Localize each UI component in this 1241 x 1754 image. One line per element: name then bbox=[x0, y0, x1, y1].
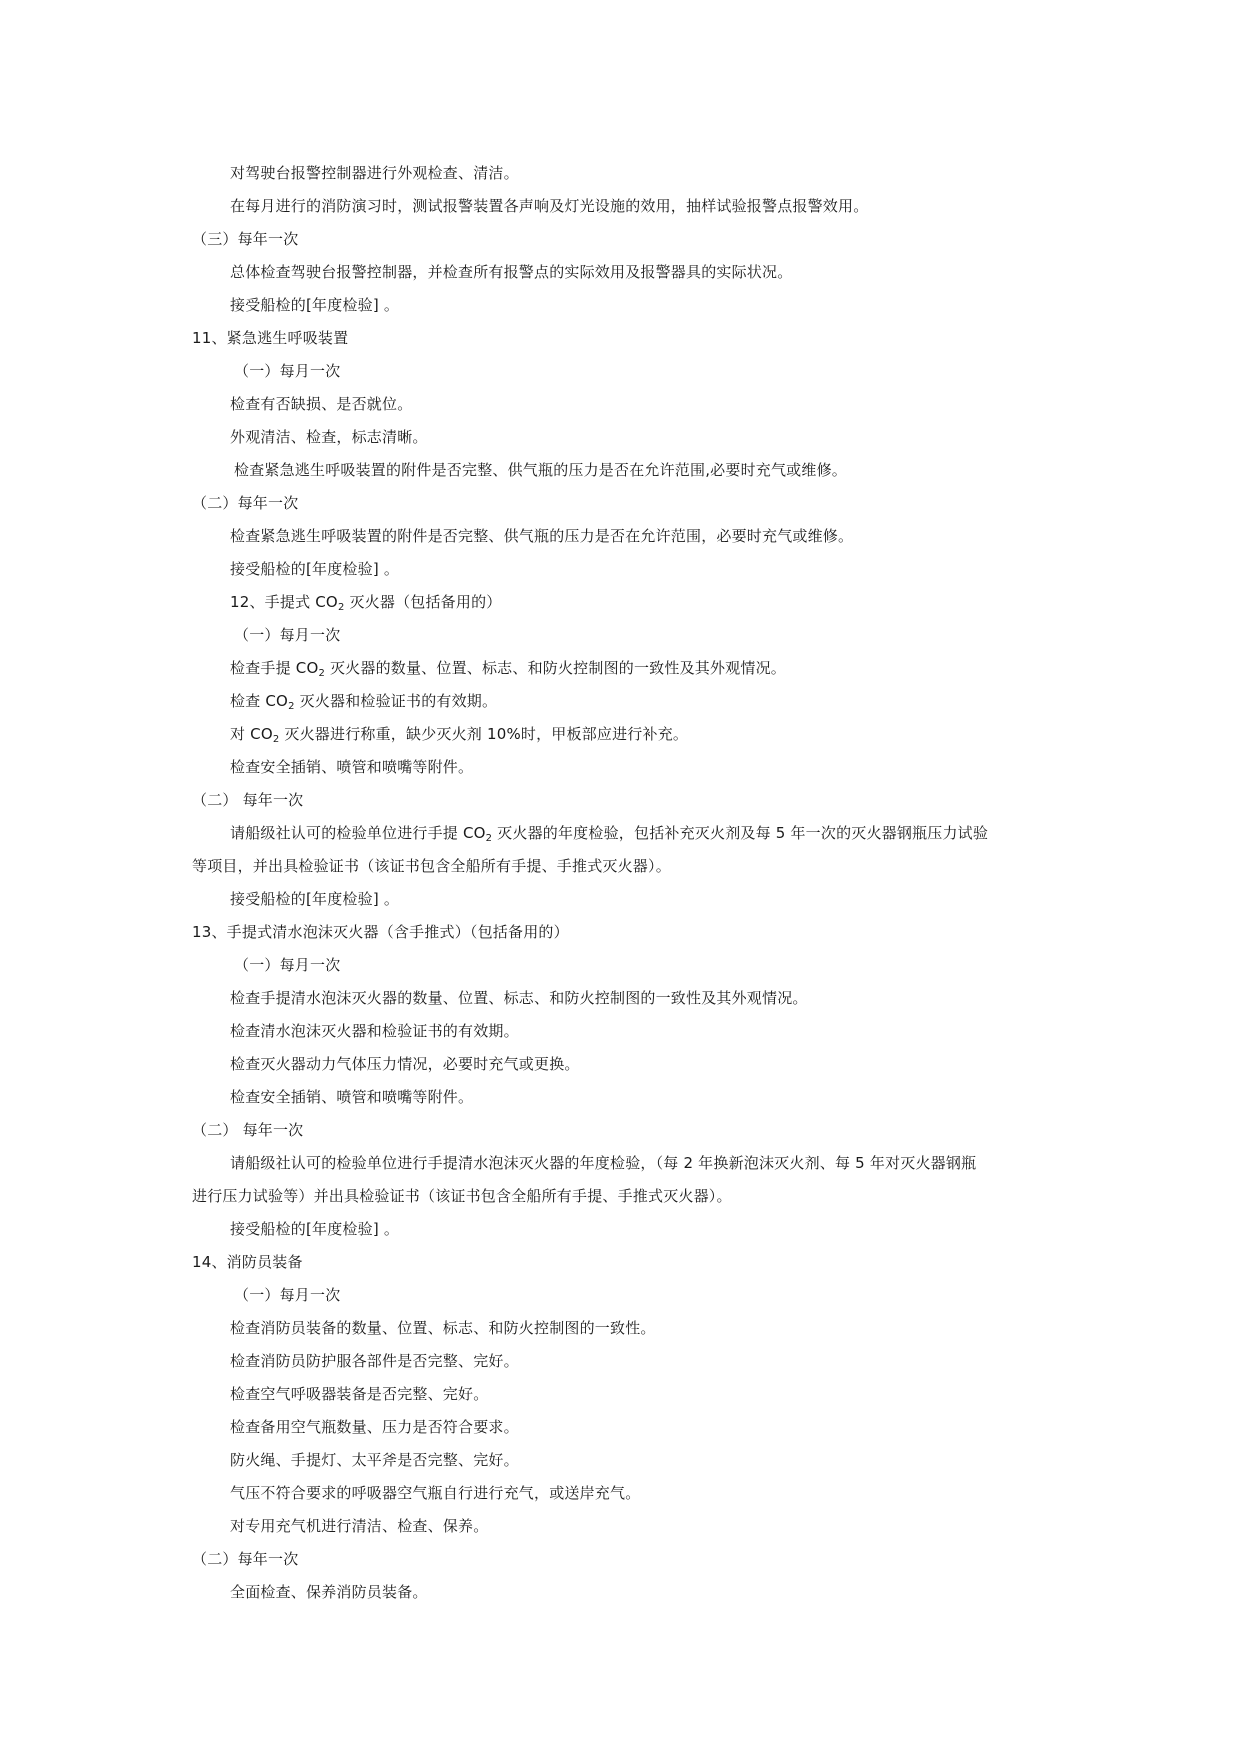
text-line bbox=[230, 889, 399, 909]
text-run: 检查 CO bbox=[230, 692, 289, 710]
text-run: 防火绳、手提灯、太平斧是否完整、完好。 bbox=[230, 1451, 519, 1469]
text-run: 请船级社认可的检验单位进行手提清水泡沫灭火器的年度检验，（每 2 年换新泡沫灭火剂、每 5 年对灭火器钢瓶 bbox=[230, 1154, 977, 1172]
text-line bbox=[230, 1351, 519, 1371]
text-line bbox=[230, 724, 688, 744]
text-line bbox=[230, 1153, 976, 1173]
text-line bbox=[234, 1285, 340, 1305]
text-run: 对 CO bbox=[230, 725, 273, 743]
text-run: （一）每月一次 bbox=[234, 1286, 341, 1304]
text-line bbox=[230, 823, 988, 843]
text-run: 检查安全插销、喷管和喷嘴等附件。 bbox=[230, 1088, 474, 1106]
text-line bbox=[192, 856, 671, 876]
text-run: 对驾驶台报警控制器进行外观检查、清洁。 bbox=[230, 164, 519, 182]
text-line bbox=[230, 1021, 519, 1041]
text-line bbox=[230, 757, 473, 777]
text-line bbox=[234, 361, 340, 381]
text-line bbox=[230, 163, 519, 183]
text-line bbox=[192, 328, 348, 348]
text-run: 灭火器（包括备用的） bbox=[344, 593, 502, 611]
text-line bbox=[230, 1054, 580, 1074]
text-run: 检查安全插销、喷管和喷嘴等附件。 bbox=[230, 758, 474, 776]
text-line bbox=[192, 1120, 303, 1140]
text-run: 检查手提清水泡沫灭火器的数量、位置、标志、和防火控制图的一致性及其外观情况。 bbox=[230, 989, 808, 1007]
text-run: 气压不符合要求的呼吸器空气瓶自行进行充气，或送岸充气。 bbox=[230, 1484, 641, 1502]
text-line bbox=[230, 1219, 399, 1239]
text-run: 进行压力试验等）并出具检验证书（该证书包含全船所有手提、手推式灭火器）。 bbox=[192, 1187, 732, 1205]
text-line bbox=[234, 460, 847, 480]
text-run: 接受船检的[年度检验] 。 bbox=[230, 560, 400, 578]
text-run: 在每月进行的消防演习时，测试报警装置各声响及灯光设施的效用，抽样试验报警点报警效用。 bbox=[230, 197, 869, 215]
text-line bbox=[192, 922, 569, 942]
text-run: 全面检查、保养消防员装备。 bbox=[230, 1583, 428, 1601]
text-run: 检查紧急逃生呼吸装置的附件是否完整、供气瓶的压力是否在允许范围，必要时充气或维修。 bbox=[230, 527, 854, 545]
text-run: 12、手提式 CO bbox=[230, 593, 338, 611]
text-run: 14、消防员装备 bbox=[192, 1253, 303, 1271]
text-run: 检查消防员装备的数量、位置、标志、和防火控制图的一致性。 bbox=[230, 1319, 656, 1337]
text-line bbox=[230, 1483, 640, 1503]
text-run: 灭火器和检验证书的有效期。 bbox=[294, 692, 498, 710]
text-run: （三）每年一次 bbox=[192, 230, 299, 248]
text-line bbox=[230, 1417, 519, 1437]
text-run: （二）每年一次 bbox=[192, 494, 299, 512]
text-run: （二）每年一次 bbox=[192, 1550, 299, 1568]
text-line bbox=[192, 1252, 303, 1272]
text-line bbox=[234, 625, 340, 645]
text-run: 总体检查驾驶台报警控制器，并检查所有报警点的实际效用及报警器具的实际状况。 bbox=[230, 263, 793, 281]
text-run: 等项目，并出具检验证书（该证书包含全船所有手提、手推式灭火器）。 bbox=[192, 857, 671, 875]
text-run: 请船级社认可的检验单位进行手提 CO bbox=[230, 824, 486, 842]
text-run: 灭火器的数量、位置、标志、和防火控制图的一致性及其外观情况。 bbox=[325, 659, 786, 677]
text-line bbox=[230, 262, 792, 282]
text-run: 11、紧急逃生呼吸装置 bbox=[192, 329, 349, 347]
text-run: （一）每月一次 bbox=[234, 626, 341, 644]
text-line bbox=[192, 229, 298, 249]
text-line bbox=[230, 427, 428, 447]
text-line bbox=[230, 559, 399, 579]
text-run: 检查手提 CO bbox=[230, 659, 319, 677]
text-run: 检查紧急逃生呼吸装置的附件是否完整、供气瓶的压力是否在允许范围,必要时充气或维修。 bbox=[234, 461, 847, 479]
text-run: 接受船检的[年度检验] 。 bbox=[230, 296, 400, 314]
text-line bbox=[230, 691, 497, 711]
subscript: 2 bbox=[318, 668, 326, 679]
text-line bbox=[192, 493, 298, 513]
text-run: 外观清洁、检查，标志清晰。 bbox=[230, 428, 428, 446]
text-run: 检查空气呼吸器装备是否完整、完好。 bbox=[230, 1385, 489, 1403]
text-line bbox=[230, 592, 501, 612]
text-line bbox=[192, 1549, 298, 1569]
text-line bbox=[192, 1186, 732, 1206]
text-run: （二） 每年一次 bbox=[192, 791, 304, 809]
subscript: 2 bbox=[288, 701, 295, 712]
subscript: 2 bbox=[272, 734, 280, 745]
text-line bbox=[230, 1318, 656, 1338]
text-line bbox=[230, 1516, 488, 1536]
text-line bbox=[230, 988, 808, 1008]
text-line bbox=[230, 526, 853, 546]
text-run: （二） 每年一次 bbox=[192, 1121, 304, 1139]
text-line bbox=[230, 1384, 488, 1404]
text-line bbox=[230, 196, 868, 216]
text-run: 灭火器进行称重，缺少灭火剂 10%时，甲板部应进行补充。 bbox=[279, 725, 689, 743]
subscript: 2 bbox=[485, 833, 493, 844]
text-run: 灭火器的年度检验，包括补充灭火剂及每 5 年一次的灭火器钢瓶压力试验 bbox=[492, 824, 989, 842]
text-run: 检查备用空气瓶数量、压力是否符合要求。 bbox=[230, 1418, 519, 1436]
text-run: 检查有否缺损、是否就位。 bbox=[230, 395, 413, 413]
text-run: 检查灭火器动力气体压力情况，必要时充气或更换。 bbox=[230, 1055, 580, 1073]
text-run: （一）每月一次 bbox=[234, 362, 341, 380]
text-line bbox=[192, 790, 303, 810]
text-line bbox=[230, 1087, 473, 1107]
text-run: 接受船检的[年度检验] 。 bbox=[230, 1220, 400, 1238]
text-line bbox=[230, 295, 399, 315]
text-run: 接受船检的[年度检验] 。 bbox=[230, 890, 400, 908]
text-run: 13、手提式清水泡沫灭火器（含手推式）（包括备用的） bbox=[192, 923, 569, 941]
text-run: （一）每月一次 bbox=[234, 956, 341, 974]
text-line bbox=[234, 955, 340, 975]
text-line bbox=[230, 658, 786, 678]
text-line bbox=[230, 1582, 428, 1602]
text-line bbox=[230, 394, 412, 414]
text-run: 检查清水泡沫灭火器和检验证书的有效期。 bbox=[230, 1022, 519, 1040]
text-run: 检查消防员防护服各部件是否完整、完好。 bbox=[230, 1352, 519, 1370]
text-run: 对专用充气机进行清洁、检查、保养。 bbox=[230, 1517, 489, 1535]
subscript: 2 bbox=[337, 602, 345, 613]
text-line bbox=[230, 1450, 519, 1470]
